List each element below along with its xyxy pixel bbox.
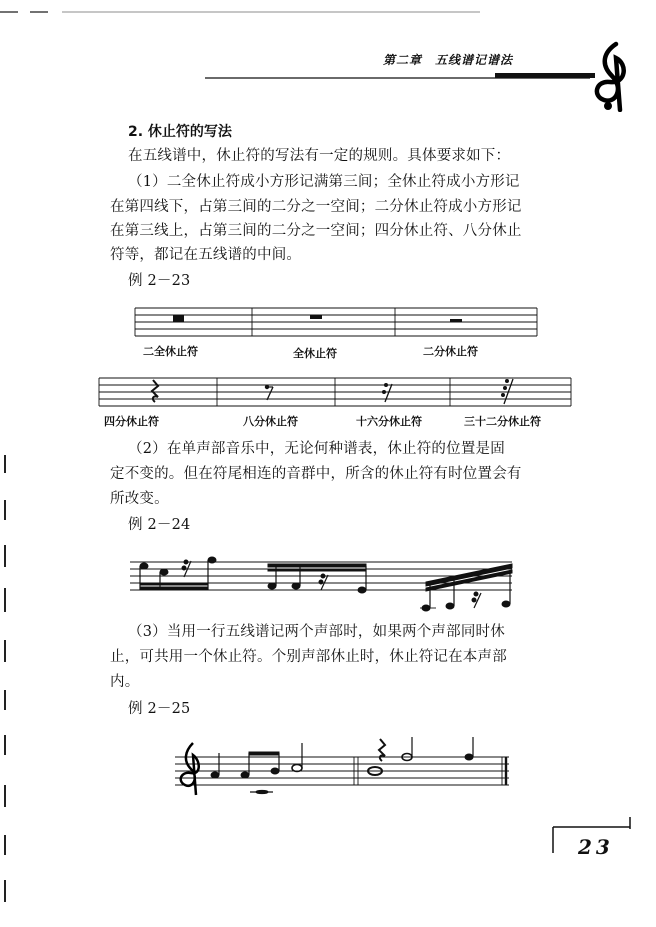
paragraph-line: （2）在单声部音乐中，无论何种谱表，休止符的位置是固	[128, 441, 505, 457]
staff-beamed-groups	[120, 548, 520, 618]
paragraph-line: 定不变的。但在符尾相连的音群中，所含的休止符有时位置会有	[110, 466, 522, 482]
rest-label: 二全休止符	[143, 345, 198, 358]
example-label: 例 2－24	[128, 517, 191, 533]
scan-edge-mark	[4, 545, 6, 567]
top-rule	[0, 0, 656, 20]
rest-label: 三十二分休止符	[464, 415, 541, 428]
half-rest-icon	[450, 319, 462, 322]
running-header: 第二章 五线谱记谱法	[383, 53, 514, 67]
paragraph-line: 在第四线下，占第三间的二分之一空间；二分休止符成小方形记	[110, 199, 522, 215]
example-label: 例 2－25	[128, 701, 191, 717]
scan-edge-mark	[4, 785, 6, 807]
scan-edge-mark	[4, 500, 6, 520]
paragraph-line: （1）二全休止符成小方形记满第三间；全休止符成小方形记	[128, 174, 520, 190]
thirty-second-rest-icon	[501, 379, 513, 404]
scan-edge-mark	[4, 455, 6, 473]
scan-edge-mark	[4, 735, 6, 755]
scan-edge-mark	[4, 690, 6, 710]
rest-label: 全休止符	[293, 347, 337, 360]
rest-label: 八分休止符	[243, 415, 298, 428]
quarter-rest-icon	[379, 739, 385, 761]
paragraph-line: 在第三线上，占第三间的二分之一空间；四分休止符、八分休止	[110, 223, 522, 239]
scan-edge-mark	[4, 835, 6, 855]
double-whole-rest-icon	[173, 315, 184, 322]
paragraph-line: 符等，都记在五线谱的中间。	[110, 247, 302, 263]
example-label: 例 2－23	[128, 273, 191, 289]
paragraph: 在五线谱中，休止符的写法有一定的规则。具体要求如下：	[128, 148, 511, 164]
rest-label: 十六分休止符	[356, 415, 422, 428]
scan-edge-mark	[4, 588, 6, 612]
whole-rest-icon	[310, 315, 322, 319]
treble-clef-icon	[586, 40, 640, 112]
staff-rest-examples-row2	[95, 372, 575, 414]
paragraph-line: 止，可共用一个休止符。个别声部休止时，休止符记在本声部	[110, 649, 507, 665]
scan-edge-mark	[4, 640, 6, 662]
section-title: 2. 休止符的写法	[128, 124, 232, 140]
staff-two-voices	[165, 735, 515, 805]
rest-label: 四分休止符	[104, 415, 159, 428]
paragraph-line: （3）当用一行五线谱记两个声部时，如果两个声部同时休	[128, 624, 505, 640]
scan-edge-mark	[4, 880, 6, 902]
rest-label: 二分休止符	[423, 345, 478, 358]
paragraph-line: 内。	[110, 674, 140, 690]
page-number: 23	[578, 835, 614, 859]
paragraph-line: 所改变。	[110, 491, 169, 507]
treble-clef-icon	[181, 743, 199, 795]
